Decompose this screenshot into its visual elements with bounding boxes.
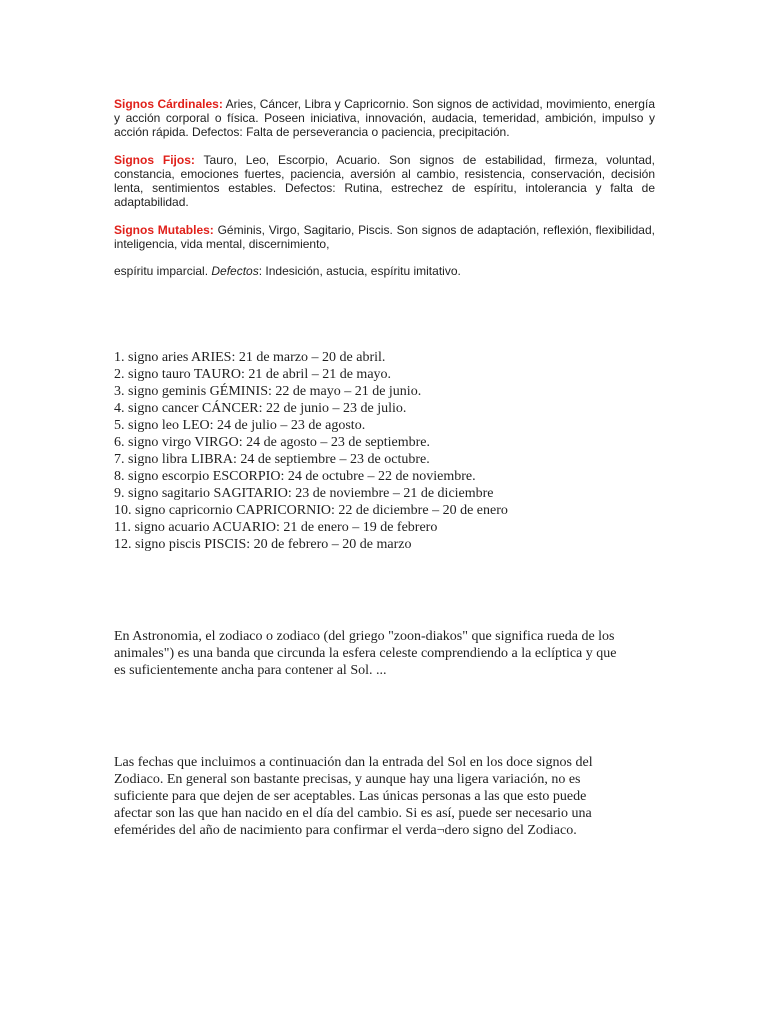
paragraph-astronomia xyxy=(114,628,662,679)
list-item: 4. signo cancer CÁNCER: 22 de junio – 23 de julio. xyxy=(114,401,407,416)
list-item: 3. signo geminis GÉMINIS: 22 de mayo – 21 de junio. xyxy=(114,384,422,399)
text-signos-fijos: Tauro, Leo, Escorpio, Acuario. Son signos de estabilidad, firmeza, voluntad, constancia, emociones fuertes, paciencia, aversión al cambio, resistencia, conservación, decisión lenta, sentimientos estables. Defectos: Rutina, estrechez de espíritu, intolerancia y falta de adaptabilidad. xyxy=(114,153,656,209)
text-mutables-italic: Defectos xyxy=(211,264,259,278)
text-line: afectar son las que han nacido en el día del cambio. Si es así, puede ser necesario una xyxy=(114,806,592,821)
paragraph-signos-fijos xyxy=(114,153,655,209)
list-item: 6. signo virgo VIRGO: 24 de agosto – 23 de septiembre. xyxy=(114,435,431,450)
text-line: es suficientemente ancha para contener al Sol. ... xyxy=(114,663,387,678)
list-item: 2. signo tauro TAURO: 21 de abril – 21 de mayo. xyxy=(114,367,392,382)
paragraph-signos-cardinales xyxy=(114,97,655,139)
list-item: 12. signo piscis PISCIS: 20 de febrero – 20 de marzo xyxy=(114,537,412,552)
text-line: Zodiaco. En general son bastante precisas, y aunque hay una ligera variación, no es xyxy=(114,772,581,787)
list-item: 5. signo leo LEO: 24 de julio – 23 de agosto. xyxy=(114,418,366,433)
heading-signos-mutables: Signos Mutables: xyxy=(114,223,214,237)
heading-signos-fijos: Signos Fijos: xyxy=(114,153,195,167)
text-signos-mutables: Géminis, Virgo, Sagitario, Piscis. Son signos de adaptación, reflexión, flexibilidad, inteligencia, vida mental, discernimiento, xyxy=(114,223,655,251)
text-mutables-before: espíritu imparcial. xyxy=(114,264,212,278)
list-item: 9. signo sagitario SAGITARIO: 23 de noviembre – 21 de diciembre xyxy=(114,486,494,501)
list-item: 1. signo aries ARIES: 21 de marzo – 20 de abril. xyxy=(114,350,386,365)
text-signos-cardinales: Aries, Cáncer, Libra y Capricornio. Son signos de actividad, movimiento, energía y acción corporal o física. Poseen iniciativa, innovación, audacia, temeridad, ambición, impulso y acción rápida. Defectos: Falta de perseverancia o paciencia, precipitación. xyxy=(114,97,655,139)
list-item: 8. signo escorpio ESCORPIO: 24 de octubre – 22 de noviembre. xyxy=(114,469,476,484)
text-mutables-after: : Indesición, astucia, espíritu imitativo. xyxy=(258,264,461,278)
text-line: Las fechas que incluimos a continuación dan la entrada del Sol en los doce signos del xyxy=(114,755,593,770)
paragraph-signos-mutables xyxy=(114,223,655,251)
paragraph-mutables-continuation xyxy=(114,264,655,278)
paragraph-fechas xyxy=(114,754,634,839)
text-line: animales") es una banda que circunda la esfera celeste comprendiendo a la eclíptica y que xyxy=(114,646,617,661)
text-line: suficiente para que dejen de ser aceptables. Las únicas personas a las que esto puede xyxy=(114,789,587,804)
list-item: 11. signo acuario ACUARIO: 21 de enero – 19 de febrero xyxy=(114,520,438,535)
list-item: 10. signo capricornio CAPRICORNIO: 22 de diciembre – 20 de enero xyxy=(114,503,508,518)
zodiac-dates-list xyxy=(114,349,674,553)
heading-signos-cardinales: Signos Cárdinales: xyxy=(114,97,223,111)
text-line: En Astronomia, el zodiaco o zodiaco (del griego "zoon-diakos" que significa rueda de los xyxy=(114,629,615,644)
list-item: 7. signo libra LIBRA: 24 de septiembre – 23 de octubre. xyxy=(114,452,430,467)
text-line: efemérides del año de nacimiento para confirmar el verda¬dero signo del Zodiaco. xyxy=(114,823,577,838)
